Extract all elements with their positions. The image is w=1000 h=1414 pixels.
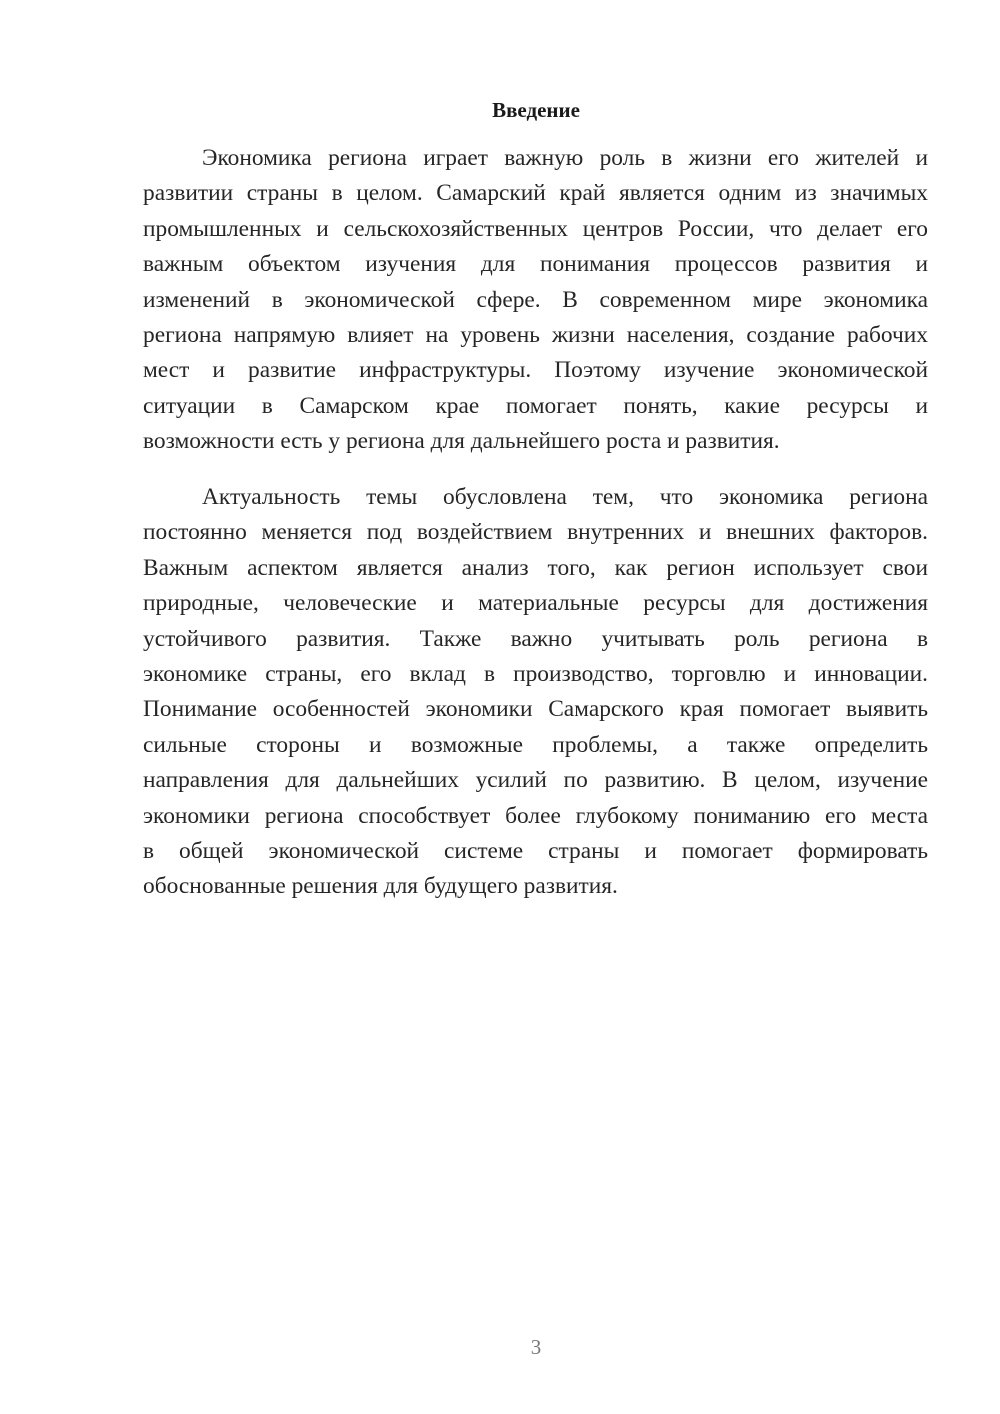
paragraph-2 <box>143 480 928 905</box>
text-line: промышленных и сельскохозяйственных центров России, что делает его <box>143 215 928 242</box>
text-line: Экономика региона играет важную роль в жизни его жителей и <box>202 145 928 171</box>
paragraph-1 <box>143 141 928 460</box>
text-line: направления для дальнейших усилий по развитию. В целом, изучение <box>143 767 928 794</box>
text-line: Важным аспектом является анализ того, как регион использует свои <box>143 554 928 581</box>
text-line: Актуальность темы обусловлена тем, что экономика региона <box>202 484 928 510</box>
text-line: важным объектом изучения для понимания процессов развития и <box>143 251 928 278</box>
text-line: сильные стороны и возможные проблемы, а также определить <box>143 731 928 758</box>
text-line: экономике страны, его вклад в производство, торговлю и инновации. <box>143 661 928 688</box>
text-line: возможности есть у региона для дальнейшего роста и развития. <box>143 428 780 455</box>
text-line: экономики региона способствует более глубокому пониманию его места <box>143 802 928 829</box>
text-line: изменений в экономической сфере. В современном мире экономика <box>143 286 928 313</box>
text-line: природные, человеческие и материальные ресурсы для достижения <box>143 590 928 617</box>
text-line: развитии страны в целом. Самарский край является одним из значимых <box>143 180 928 207</box>
text-line: ситуации в Самарском крае помогает понять, какие ресурсы и <box>143 392 928 419</box>
text-line: региона напрямую влияет на уровень жизни населения, создание рабочих <box>143 322 928 349</box>
text-line: в общей экономической системе страны и помогает формировать <box>143 838 928 865</box>
text-line: мест и развитие инфраструктуры. Поэтому изучение экономической <box>143 357 928 384</box>
section-heading: Введение <box>492 98 580 122</box>
text-line: обоснованные решения для будущего развития. <box>143 873 618 900</box>
text-line: устойчивого развития. Также важно учитывать роль региона в <box>143 625 928 652</box>
text-line: Понимание особенностей экономики Самарского края помогает выявить <box>143 696 928 723</box>
text-line: постоянно меняется под воздействием внутренних и внешних факторов. <box>143 519 928 546</box>
page-number: 3 <box>530 1335 542 1359</box>
